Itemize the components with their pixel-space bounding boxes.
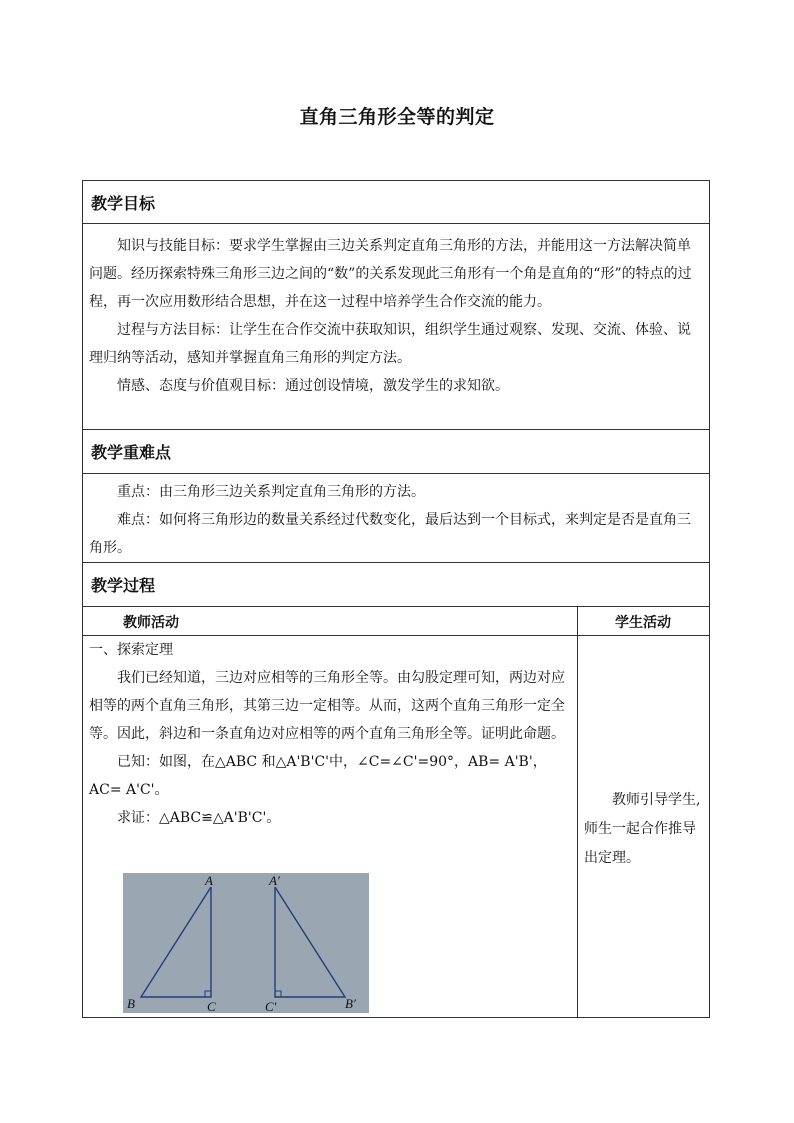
teacher-line: 已知：如图，在△ABC 和△A'B'C'中，∠C=∠C'=90°，AB= A'B'，AC= A'C'。 [89, 754, 547, 798]
label-a-prime: A′ [269, 873, 280, 888]
page-title: 直角三角形全等的判定 [299, 106, 495, 128]
label-b: B [127, 996, 135, 1011]
goals-paragraph: 情感、态度与价值观目标：通过创设情境，激发学生的求知欲。 [117, 378, 509, 394]
triangles-figure [123, 873, 369, 1013]
student-column-header: 学生活动 [615, 615, 671, 631]
teacher-line: 我们已经知道，三边对应相等的三角形全等。由勾股定理可知，两边对应相等的两个直角三角形，其第三边一定相等。从而，这两个直角三角形一定全等。因此，斜边和一条直角边对应相等的两个直角三角形全等。证明此命题。 [89, 670, 565, 742]
triangles-diagram [123, 873, 369, 1013]
process-column-headers [83, 607, 709, 636]
label-a: A [205, 873, 213, 888]
process-heading: 教学过程 [83, 563, 709, 607]
goals-paragraph: 过程与方法目标：让学生在合作交流中获取知识，组织学生通过观察、发现、交流、体验、说理归纳等活动，感知并掌握直角三角形的判定方法。 [89, 322, 691, 366]
student-activity [578, 786, 709, 873]
right-angle-mark-c2 [275, 991, 281, 997]
goals-heading: 教学目标 [83, 181, 709, 224]
key-points-body [83, 474, 709, 563]
label-b-prime: B′ [345, 996, 356, 1011]
goals-paragraph: 知识与技能目标：要求学生掌握由三边关系判定直角三角形的方法，并能用这一方法解决简单问题。经历探索特殊三角形三边之间的“数”的关系发现此三角形有一个角是直角的“形”的特点的过程，再一次应用数形结合思想，并在这一过程中培养学生合作交流的能力。 [89, 238, 692, 310]
goals-body [83, 224, 709, 430]
key-points-paragraph: 重点：由三角形三边关系判定直角三角形的方法。 [117, 484, 425, 500]
lesson-table [82, 180, 710, 1018]
triangle-abc [141, 887, 211, 997]
right-angle-mark-c [205, 991, 211, 997]
teacher-line: 求证：△ABC≌△A'B'C'。 [117, 810, 281, 826]
triangle-a2b2c2 [275, 887, 345, 997]
key-points-heading: 教学重难点 [83, 430, 709, 474]
label-c-prime: C′ [265, 999, 277, 1013]
teacher-column-header: 教师活动 [123, 615, 179, 631]
teacher-line: 一、探索定理 [89, 642, 173, 658]
label-c: C [207, 999, 216, 1013]
teacher-activity [83, 636, 577, 832]
student-text: 教师引导学生,师生一起合作推导出定理。 [584, 792, 701, 866]
key-points-paragraph: 难点：如何将三角形边的数量关系经过代数变化，最后达到一个目标式，来判定是否是直角三角形。 [89, 512, 691, 556]
